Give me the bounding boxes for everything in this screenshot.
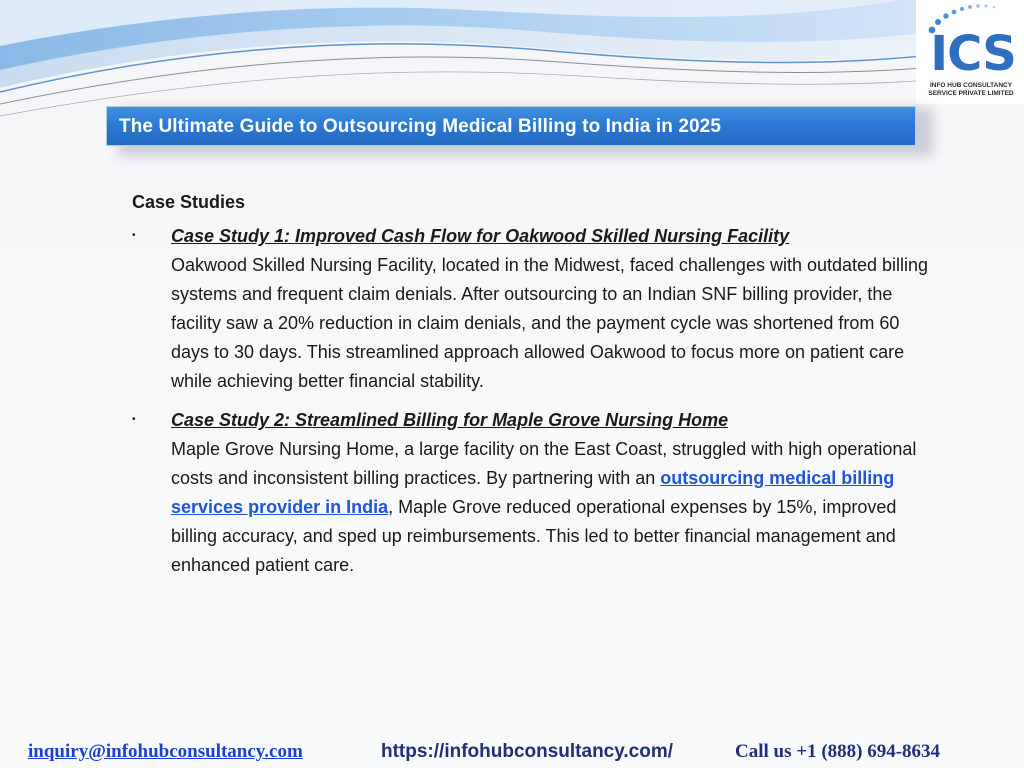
case-study-body: Oakwood Skilled Nursing Facility, located in the Midwest, faced challenges with outdated billing systems and frequent claim denials. After outsourcing to an Indian SNF billing provider, the facility saw a 20% reduction in claim denials, and the payment cycle was shortened from 60 days to 30 days. This streamlined approach allowed Oakwood to focus more on patient care while achieving better financial stability. [171,255,929,391]
bullet-icon: • [132,414,136,425]
case-study-item-2 [132,406,932,580]
case-study-item-1 [132,222,932,396]
page-title: The Ultimate Guide to Outsourcing Medical Billing to India in 2025 [119,116,722,137]
logo-letters: ICS [930,26,1016,82]
case-study-body-after: , Maple Grove reduced operational expenses by 15%, improved billing accuracy, and sped up reimbursements. This led to better financial management and enhanced patient care. [171,497,897,575]
logo-subtitle [920,82,1022,98]
logo-subtitle-line1: INFO HUB CONSULTANCY [929,82,1013,89]
title-bar [106,106,916,146]
logo-subtitle-line2: SERVICE PRIVATE LIMITED [928,90,1014,97]
footer-email-link[interactable]: inquiry@infohubconsultancy.com [28,741,303,762]
footer-phone: Call us +1 (888) 694-8634 [735,741,941,762]
footer-website-link[interactable]: https://infohubconsultancy.com/ [381,741,674,762]
case-study-body-before: Maple Grove Nursing Home, a large facility on the East Coast, struggled with high operational costs and inconsistent billing practices. By partnering with an [171,439,917,488]
main-content [132,188,932,590]
case-study-list [132,222,932,580]
case-study-title: Case Study 2: Streamlined Billing for Maple Grove Nursing Home [171,410,729,430]
section-heading: Case Studies [132,192,246,212]
footer [0,738,1024,768]
case-study-title: Case Study 1: Improved Cash Flow for Oakwood Skilled Nursing Facility [171,226,790,246]
case-study-body [171,435,931,580]
outsourcing-services-link[interactable]: outsourcing medical billing services provider in India [171,468,895,517]
bullet-icon: • [132,230,136,241]
ics-logo [916,0,1024,104]
